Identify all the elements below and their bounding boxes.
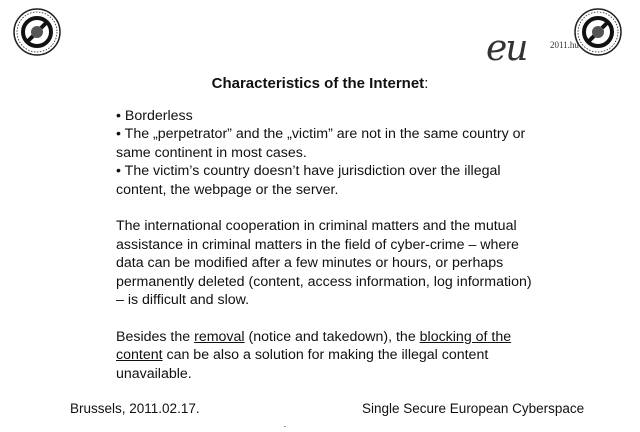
paragraph-text: Besides the (116, 328, 195, 345)
slide-title-text: Characteristics of the Internet (211, 75, 425, 92)
slide-title-colon: : (424, 75, 429, 92)
eu-logo-mark: eu (486, 28, 527, 69)
bullet-list (116, 107, 536, 199)
paragraph-text: (notice and takedown), the (244, 328, 420, 345)
removal-term: removal (194, 328, 245, 345)
slide-title (0, 75, 640, 92)
no-entry-seal-icon (13, 8, 61, 56)
bullet-item: • The victim’s country doesn’t have jurisdiction over the illegal content, the webpage or the server. (116, 163, 501, 198)
bullet-item: • Borderless (116, 108, 193, 124)
bullet-item: • The „perpetrator” and the „victim” are not in the same country or same continent in most cases. (116, 126, 526, 161)
blocking-paragraph (116, 328, 536, 383)
cooperation-paragraph: The international cooperation in criminal matters and the mutual assistance in criminal matters in the field of cyber-crime – where data can be modified after a few minutes or hours, or perhaps permanently deleted (content, access information, log information) – is difficult and slow. (116, 218, 532, 309)
blocking-term: blocking of the content (116, 328, 512, 364)
paragraph-text: can be also a solution for making the illegal content unavailable. (116, 347, 489, 382)
eu-logo-site: 2011.hu (550, 40, 579, 50)
footer-event-name: Single Secure European Cyberspace (362, 401, 585, 416)
footer-location-date: Brussels, 2011.02.17. (70, 401, 200, 416)
eu2011-logo (486, 28, 586, 74)
page-dot (284, 426, 286, 427)
slide-content (116, 107, 536, 401)
